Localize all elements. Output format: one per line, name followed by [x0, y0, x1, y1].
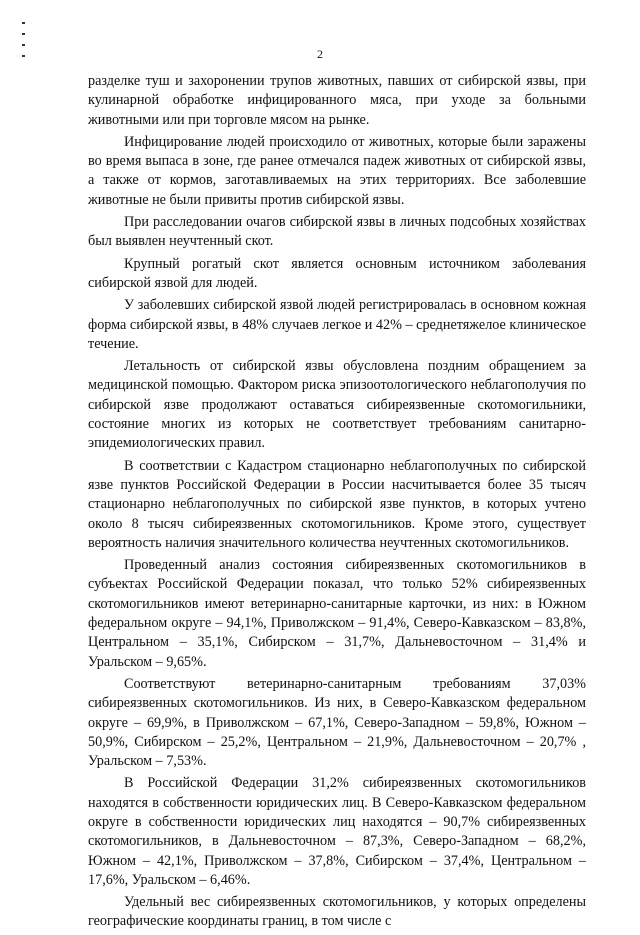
- paragraph: разделке туш и захоронении трупов животных, павших от сибирской язвы, при кулинарной обработке инфицированного мяса, при уходе за больными животными или при торговле мясом на рынке.: [88, 73, 586, 128]
- paragraph: Проведенный анализ состояния сибиреязвенных скотомогильников в субъектах Российской Федерации показал, что только 52% сибиреязвенных скотомогильников имеют ветеринарно-санитарные карточки, из них: в Южном федеральном округе – 94,1%, Приволжском – 91,4%, Северо-Кавказском – 83,8%, Центральном – 35,1%, Сибирском – 31,7%, Дальневосточном – 31,4% и Уральском – 9,65%.: [88, 557, 586, 670]
- paragraph: У заболевших сибирской язвой людей регистрировалась в основном кожная форма сибирской язвы, в 48% случаев легкое и 42% – среднетяжелое клиническое течение.: [88, 297, 586, 352]
- page-number: 2: [317, 47, 323, 61]
- body-text: [88, 72, 586, 935]
- paragraph: В Российской Федерации 31,2% сибиреязвенных скотомогильников находятся в собственности юридических лиц. В Северо-Кавказском федеральном округе в собственности юридических лиц находятся – 90,7% сибиреязвенных скотомогильников, в Дальневосточном – 87,3%, Северо-Западном – 68,2%, Южном – 42,1%, Приволжском – 37,8%, Сибирском – 37,4%, Центральном – 17,6%, Уральском – 6,46%.: [88, 775, 586, 888]
- paragraph: Крупный рогатый скот является основным источником заболевания сибирской язвой для людей.: [88, 255, 586, 291]
- paragraph: В соответствии с Кадастром стационарно неблагополучных по сибирской язве пунктов Российской Федерации в России насчитывается более 35 тысяч стационарно неблагополучных по сибирской язве пунктов, в которых учтено около 8 тысяч сибиреязвенных скотомогильников. Кроме этого, существует вероятность наличия значительного количества неучтенных скотомогильников.: [88, 457, 586, 551]
- paragraph: При расследовании очагов сибирской язвы в личных подсобных хозяйствах был выявлен неучтенный скот.: [88, 214, 586, 250]
- paragraph: Соответствуют ветеринарно-санитарным требованиям 37,03% сибиреязвенных скотомогильников. Из них, в Северо-Кавказском федеральном округе – 69,9%, в Приволжском – 67,1%, Северо-Западном – 59,8%, Южном – 50,9%, Сибирском – 25,2%, Центральном – 21,9%, Дальневосточном – 20,7% , Уральском – 7,53%.: [88, 675, 586, 770]
- paragraph: Инфицирование людей происходило от животных, которые были заражены во время выпаса в зоне, где ранее отмечался падеж животных от сибирской язвы, а также от кормов, заготавливаемых на этих территориях. Все заболевшие животные не были привиты против сибирской язвы.: [88, 133, 586, 208]
- paragraph: Летальность от сибирской язвы обусловлена поздним обращением за медицинской помощью. Фактором риска эпизоотологического неблагополучия по сибирской язве продолжают оставаться сибиреязвенные скотомогильники, состояние многих из которых не соответствует требованиям санитарно-эпидемиологических правил.: [88, 358, 586, 452]
- paragraph: Удельный вес сибиреязвенных скотомогильников, у которых определены географические координаты границ, в том числе с: [88, 894, 586, 930]
